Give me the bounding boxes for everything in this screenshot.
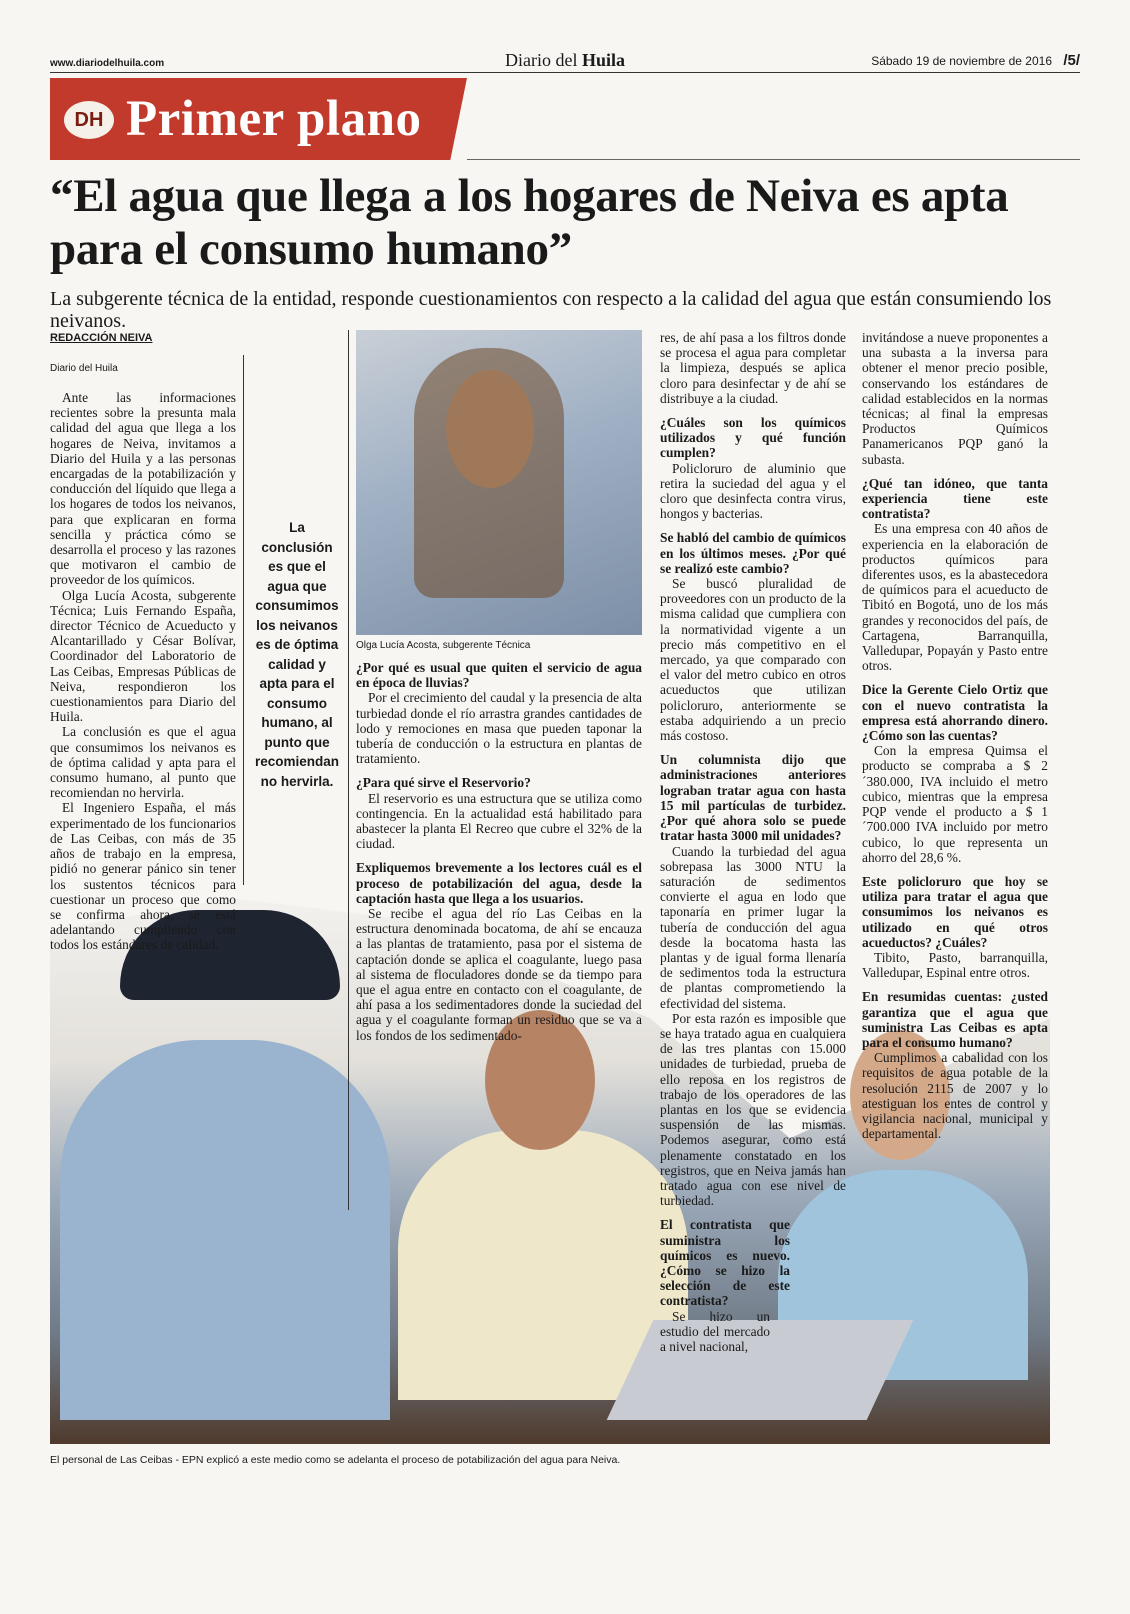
column-4 bbox=[862, 330, 1048, 1141]
answer: El reservorio es una estructura que se utiliza como contingencia. En la actualidad está habilitado para abastecer la planta El Recreo que cubre el 32% de la ciudad. bbox=[356, 790, 642, 852]
pull-quote: La conclusión es que el agua que consumimos los neivanos es de óptima calidad y apta para el consumo humano, al punto que recomiendan no hervirla. bbox=[254, 520, 340, 789]
dh-logo: DH bbox=[64, 101, 114, 139]
answer: Se hizo un estudio del mercado a nivel nacional, bbox=[660, 1308, 770, 1354]
paragraph: La conclusión es que el agua que consumimos los neivanos es de óptima calidad y apta para el consumo humano, al punto que recomiendan no hervirla. bbox=[50, 724, 236, 801]
byline: REDACCIÓN NEIVA bbox=[50, 332, 153, 344]
section-title: Primer plano bbox=[126, 91, 422, 147]
question: ¿Cuáles son los químicos utilizados y qué función cumplen? bbox=[660, 415, 846, 461]
person-left bbox=[60, 1040, 390, 1420]
paragraph: Ante las informaciones recientes sobre la presunta mala calidad del agua que llega a los hogares de Neiva, invitamos a Diario del Huila y a las personas encargadas de la potabilización y conducción del líquido que llega a los hogares de todos los neivanos, para que explicaran en forma sencilla y práctica cómo se desarrolla el proceso y las razones que motivaron el cambio de proveedor de los químicos. bbox=[50, 390, 236, 588]
answer: Por el crecimiento del caudal y la presencia de alta turbiedad donde el río arrastra grandes cantidades de lodo y remociones en masa que pueden taponar la tubería de conducción o la estructura en plantas de tratamiento. bbox=[356, 690, 642, 767]
header-rule bbox=[50, 72, 1080, 73]
answer: Policloruro de aluminio que retira la suciedad del agua y el cloro que desinfecta contra virus, hongos y bacterias. bbox=[660, 460, 846, 522]
portrait-photo bbox=[356, 330, 642, 635]
question: Se habló del cambio de químicos en los últimos meses. ¿Por qué se realizó este cambio? bbox=[660, 530, 846, 576]
byline-outlet: Diario del Huila bbox=[50, 363, 118, 374]
answer: Se buscó pluralidad de proveedores con un producto de la misma calidad que cumpliera con la normatividad vigente a un precio más competitivo en el mercado, ya que comparado con el valor del metro cubico en otros acueductos que utilizan policloruro, anteriormente se estaba adquiriendo a un precio más costoso. bbox=[660, 576, 846, 744]
newspaper-name: Diario del Huila bbox=[505, 50, 625, 70]
paragraph: El Ingeniero España, el más experimentado de los funcionarios de Las Ceibas, con más de 35 años de trabajo en la empresa, pidió no generar pánico sin tener los sustentos técnicos para cuestionar un proceso que como se confirma ahora, se está adelantando cumpliendo con todos los estándares de calidad. bbox=[50, 800, 236, 953]
paragraph: res, de ahí pasa a los filtros donde se procesa el agua para completar la limpieza, después se aplica cloro para desinfectar y de ahí se distribuye a la ciudad. bbox=[660, 330, 846, 406]
question: Este policloruro que hoy se utiliza para tratar el agua que consumimos los neivanos es utilizado en qué otros acueductos? ¿Cuáles? bbox=[862, 873, 1048, 950]
portrait-hair bbox=[414, 348, 564, 598]
column-1 bbox=[50, 390, 236, 953]
headline: “El agua que llega a los hogares de Neiva es apta para el consumo humano” bbox=[50, 170, 1009, 275]
answer: Con la empresa Quimsa el producto se compraba a $ 2´380.000, IVA incluido el metro cubico, mientras que la empresa PQP vende el producto a $ 1´700.000 IVA incluido por metro cubico, lo que representa un ahorro del 28,6 %. bbox=[862, 743, 1048, 865]
main-photo-caption: El personal de Las Ceibas - EPN explicó a este medio como se adelanta el proceso de potabilización del agua para Neiva. bbox=[50, 1454, 621, 1466]
issue-date: Sábado 19 de noviembre de 2016 bbox=[871, 54, 1052, 68]
answer: Cuando la turbiedad del agua sobrepasa las 3000 NTU la saturación de sedimentos convierte el agua en lodo que taponaría en primer lugar la tubería de conducción del agua desde la bocatoma hasta las plantas y de igual forma llenaría de sedimentos toda la estructura de plantas comprometiendo la efectividad del sistema. bbox=[660, 843, 846, 1011]
question: ¿Por qué es usual que quiten el servicio de agua en época de lluvias? bbox=[356, 660, 642, 691]
answer: Por esta razón es imposible que se haya tratado agua en cualquiera de las tres plantas con 15.000 unidades de turbiedad, prueba de ello reposa en los registros de trabajo de los operadores de las plantas en los que se evidencia suspensión de las mismas. Podemos asegurar, como está plenamente constatado en los registros, que en Neiva jamás han tratado agua con ese nivel de turbiedad. bbox=[660, 1010, 846, 1209]
deck: La subgerente técnica de la entidad, responde cuestionamientos con respecto a la calidad del agua que están consumiendo los neivanos. bbox=[50, 288, 1052, 332]
column-3 bbox=[660, 330, 846, 1354]
question: ¿Para qué sirve el Reservorio? bbox=[356, 775, 531, 791]
question: Expliquemos brevemente a los lectores cuál es el proceso de potabilización del agua, desde la captación hasta que llega a los usuarios. bbox=[356, 860, 642, 906]
paragraph: invitándose a nueve proponentes a una subasta a la inversa para obtener el menor precio posible, conservando los estándares de calidad establecidos en la normas técnicas; al final la empresas Productos Químicos Panamericanos PQP ganó la subasta. bbox=[862, 330, 1048, 467]
photo-caption: Olga Lucía Acosta, subgerente Técnica bbox=[356, 640, 531, 651]
person-center bbox=[398, 1130, 688, 1400]
question: Un columnista dijo que administraciones anteriores lograban tratar agua con hasta 15 mil partículas de turbidez. ¿Por qué ahora solo se puede tratar hasta 3000 mil unidades? bbox=[660, 752, 846, 844]
question: ¿Qué tan idóneo, que tanta experiencia tiene este contratista? bbox=[862, 475, 1048, 522]
answer: Tibito, Pasto, barranquilla, Valledupar, Espinal entre otros. bbox=[862, 949, 1048, 981]
column-rule bbox=[348, 330, 349, 1210]
answer: Cumplimos a cabalidad con los requisitos de agua potable de la resolución 2115 de 2007 y lo atestiguan los entes de control y vigilancia nacional, municipal y departamental. bbox=[862, 1050, 1048, 1142]
page-number: /5/ bbox=[1063, 52, 1080, 69]
banner-rule bbox=[467, 159, 1080, 160]
question: El contratista que suministra los químicos es nuevo. ¿Cómo se hizo la selección de este contratista? bbox=[660, 1217, 790, 1309]
question: En resumidas cuentas: ¿usted garantiza que el agua que suministra Las Ceibas es apta para el consumo humano? bbox=[862, 989, 1048, 1050]
question: Dice la Gerente Cielo Ortiz que con el nuevo contratista la empresa está ahorrando dinero. ¿Cómo son las cuentas? bbox=[862, 682, 1048, 744]
paragraph: Olga Lucía Acosta, subgerente Técnica; Luis Fernando España, director Técnico de Acueducto y Alcantarillado y César Bolívar, Coordinador del Laboratorio de Las Ceibas, Empresas Públicas de Neiva, respondieron los cuestionamientos para Diario del Huila. bbox=[50, 587, 236, 725]
answer: Se recibe el agua del río Las Ceibas en la estructura denominada bocatoma, de ahí se encauza a las plantas de tratamiento, pasa por el sistema de captación donde se aplica el coagulante, luego pasa al sistema de floculadores donde se da tiempo para que el agua entre en contacto con el coagulante, de ahí pasa a los sedimentadores donde la suciedad del agua y el coagulante forman un residuo que se va a los fondos de los sedimentado- bbox=[356, 906, 642, 1043]
answer: Es una empresa con 40 años de experiencia en la elaboración de productos químicos para diferentes usos, es la abastecedora de químicos para el acueducto de Tibitó en Bogotá, uno de los más grandes y reconocidos del país, de Cartagena, Barranquilla, Valledupar, Popayán y Pasto entre otros. bbox=[862, 521, 1048, 674]
website-url: www.diariodelhuila.com bbox=[50, 58, 165, 69]
column-rule bbox=[243, 355, 244, 885]
column-2 bbox=[356, 660, 642, 1043]
